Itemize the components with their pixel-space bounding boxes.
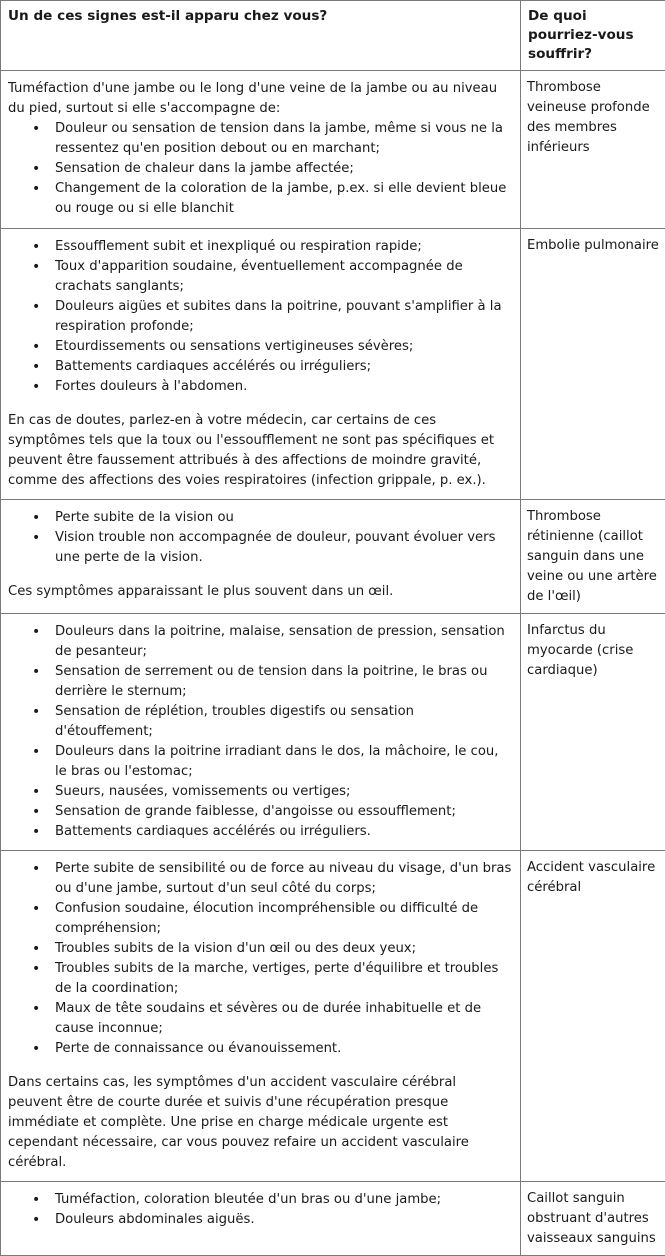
list-item: • Troubles subits de la marche, vertiges, perte d'équilibre et troubles de la coordination; bbox=[8, 959, 514, 999]
list-item: • Sensation de réplétion, troubles digestifs ou sensation d'étouffement; bbox=[8, 702, 514, 742]
bullet-icon: • bbox=[32, 357, 40, 377]
condition-cell: Embolie pulmonaire bbox=[521, 229, 665, 500]
condition-cell: Caillot sanguin obstruant d'autres vaisseaux sanguins bbox=[521, 1182, 665, 1256]
list-item: • Douleur ou sensation de tension dans la jambe, même si vous ne la ressentez qu'en position debout ou en marchant; bbox=[8, 119, 514, 159]
list-item: • Changement de la coloration de la jambe, p.ex. si elle devient bleue ou rouge ou si elle blanchit bbox=[8, 179, 514, 219]
list-item: • Perte subite de sensibilité ou de force au niveau du visage, d'un bras ou d'une jambe, surtout d'un seul côté du corps; bbox=[8, 859, 514, 899]
condition-cell: Thrombose veineuse profonde des membres inférieurs bbox=[521, 71, 665, 229]
symptoms-cell bbox=[1, 851, 521, 1182]
list-item: • Vision trouble non accompagnée de douleur, pouvant évoluer vers une perte de la vision. bbox=[8, 528, 514, 568]
bullet-icon: • bbox=[32, 508, 40, 528]
list-item: • Battements cardiaques accélérés ou irréguliers. bbox=[8, 822, 514, 842]
list-item: • Sensation de serrement ou de tension dans la poitrine, le bras ou derrière le sternum; bbox=[8, 662, 514, 702]
bullet-icon: • bbox=[32, 859, 40, 879]
condition-cell: Thrombose rétinienne (caillot sanguin dans une veine ou une artère de l'œil) bbox=[521, 500, 665, 614]
bullet-icon: • bbox=[32, 702, 40, 722]
table-row bbox=[1, 71, 665, 229]
list-item: • Fortes douleurs à l'abdomen. bbox=[8, 377, 514, 397]
table-row bbox=[1, 1182, 665, 1256]
header-condition: De quoi pourriez-vous souffrir? bbox=[521, 1, 665, 71]
list-item: • Tuméfaction, coloration bleutée d'un bras ou d'une jambe; bbox=[8, 1190, 514, 1210]
bullet-icon: • bbox=[32, 939, 40, 959]
table-header-row bbox=[1, 1, 665, 71]
symptoms-cell bbox=[1, 500, 521, 614]
symptom-list bbox=[8, 859, 514, 1059]
list-item: • Essoufflement subit et inexpliqué ou respiration rapide; bbox=[8, 237, 514, 257]
table-row bbox=[1, 614, 665, 851]
symptoms-cell bbox=[1, 229, 521, 500]
symptom-note: Dans certains cas, les symptômes d'un accident vasculaire cérébral peuvent être de courte durée et suivis d'une récupération presque immédiate et complète. Une prise en charge médicale urgente est cependant nécessaire, car vous pouvez refaire un accident vasculaire cérébral. bbox=[8, 1073, 514, 1173]
symptom-note: Ces symptômes apparaissant le plus souvent dans un œil. bbox=[8, 582, 514, 602]
bullet-icon: • bbox=[32, 337, 40, 357]
condition-cell: Infarctus du myocarde (crise cardiaque) bbox=[521, 614, 665, 851]
list-item: • Perte de connaissance ou évanouissement. bbox=[8, 1039, 514, 1059]
bullet-icon: • bbox=[32, 119, 40, 139]
table-row bbox=[1, 500, 665, 614]
list-item: • Troubles subits de la vision d'un œil ou des deux yeux; bbox=[8, 939, 514, 959]
bullet-icon: • bbox=[32, 297, 40, 317]
bullet-icon: • bbox=[32, 1210, 40, 1230]
bullet-icon: • bbox=[32, 1190, 40, 1210]
bullet-icon: • bbox=[32, 179, 40, 199]
symptom-intro: Tuméfaction d'une jambe ou le long d'une veine de la jambe ou au niveau du pied, surtout si elle s'accompagne de: bbox=[8, 79, 514, 119]
bullet-icon: • bbox=[32, 802, 40, 822]
bullet-icon: • bbox=[32, 622, 40, 642]
list-item: • Sensation de chaleur dans la jambe affectée; bbox=[8, 159, 514, 179]
symptom-list bbox=[8, 508, 514, 568]
bullet-icon: • bbox=[32, 377, 40, 397]
table-row bbox=[1, 229, 665, 500]
condition-cell: Accident vasculaire cérébral bbox=[521, 851, 665, 1182]
bullet-icon: • bbox=[32, 1039, 40, 1059]
symptoms-cell bbox=[1, 71, 521, 229]
list-item: • Douleurs dans la poitrine, malaise, sensation de pression, sensation de pesanteur; bbox=[8, 622, 514, 662]
bullet-icon: • bbox=[32, 159, 40, 179]
symptom-list bbox=[8, 622, 514, 842]
list-item: • Douleurs abdominales aiguës. bbox=[8, 1210, 514, 1230]
list-item: • Douleurs dans la poitrine irradiant dans le dos, la mâchoire, le cou, le bras ou l'estomac; bbox=[8, 742, 514, 782]
list-item: • Perte subite de la vision ou bbox=[8, 508, 514, 528]
bullet-icon: • bbox=[32, 528, 40, 548]
symptoms-cell bbox=[1, 614, 521, 851]
symptom-note: En cas de doutes, parlez-en à votre médecin, car certains de ces symptômes tels que la toux ou l'essoufflement ne sont pas spécifiques et peuvent être faussement attribués à des affections de moindre gravité, comme des affections des voies respiratoires (infection grippale, p. ex.). bbox=[8, 411, 514, 491]
list-item: • Confusion soudaine, élocution incompréhensible ou difficulté de compréhension; bbox=[8, 899, 514, 939]
list-item: • Etourdissements ou sensations vertigineuses sévères; bbox=[8, 337, 514, 357]
bullet-icon: • bbox=[32, 237, 40, 257]
symptom-list bbox=[8, 1190, 514, 1230]
bullet-icon: • bbox=[32, 959, 40, 979]
header-symptoms: Un de ces signes est-il apparu chez vous? bbox=[1, 1, 521, 71]
list-item: • Toux d'apparition soudaine, éventuellement accompagnée de crachats sanglants; bbox=[8, 257, 514, 297]
symptoms-cell bbox=[1, 1182, 521, 1256]
list-item: • Maux de tête soudains et sévères ou de durée inhabituelle et de cause inconnue; bbox=[8, 999, 514, 1039]
bullet-icon: • bbox=[32, 899, 40, 919]
list-item: • Battements cardiaques accélérés ou irréguliers; bbox=[8, 357, 514, 377]
symptom-list bbox=[8, 119, 514, 219]
list-item: • Sueurs, nausées, vomissements ou vertiges; bbox=[8, 782, 514, 802]
bullet-icon: • bbox=[32, 782, 40, 802]
bullet-icon: • bbox=[32, 999, 40, 1019]
symptom-list bbox=[8, 237, 514, 397]
list-item: • Douleurs aigües et subites dans la poitrine, pouvant s'amplifier à la respiration profonde; bbox=[8, 297, 514, 337]
bullet-icon: • bbox=[32, 257, 40, 277]
table-row bbox=[1, 851, 665, 1182]
bullet-icon: • bbox=[32, 742, 40, 762]
bullet-icon: • bbox=[32, 662, 40, 682]
bullet-icon: • bbox=[32, 822, 40, 842]
list-item: • Sensation de grande faiblesse, d'angoisse ou essoufflement; bbox=[8, 802, 514, 822]
